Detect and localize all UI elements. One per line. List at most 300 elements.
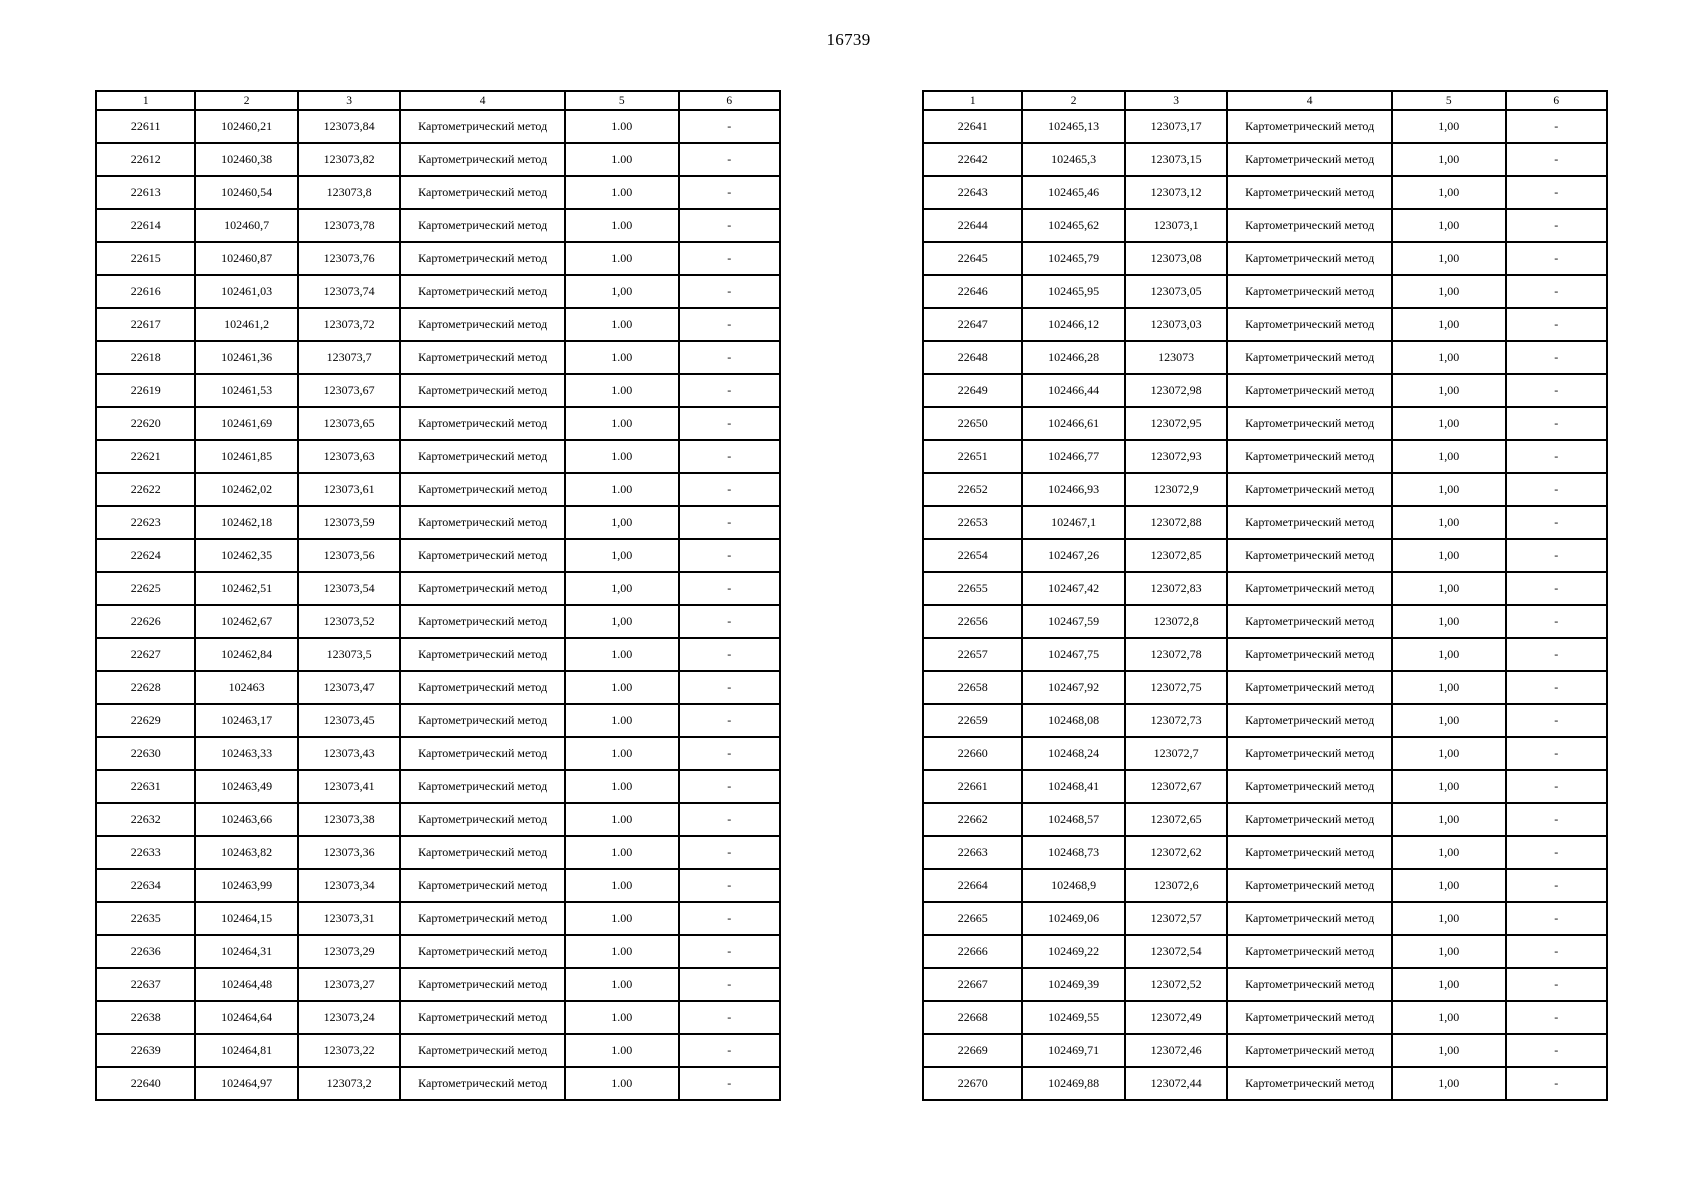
column-header-5: 5 — [565, 91, 678, 110]
table-row — [96, 638, 780, 671]
point-number-cell: 22612 — [96, 143, 195, 176]
point-number-cell: 22623 — [96, 506, 195, 539]
description-cell: - — [679, 836, 781, 869]
point-number-cell: 22655 — [923, 572, 1022, 605]
method-cell: Картометрический метод — [1227, 671, 1392, 704]
table-row — [923, 341, 1607, 374]
x-coordinate-cell: 102469,55 — [1022, 1001, 1124, 1034]
table-row — [923, 407, 1607, 440]
table-row — [923, 110, 1607, 143]
accuracy-cell: 1.00 — [565, 803, 678, 836]
table-row — [923, 539, 1607, 572]
x-coordinate-cell: 102469,22 — [1022, 935, 1124, 968]
y-coordinate-cell: 123073,05 — [1125, 275, 1227, 308]
table-row — [923, 209, 1607, 242]
point-number-cell: 22611 — [96, 110, 195, 143]
point-number-cell: 22648 — [923, 341, 1022, 374]
x-coordinate-cell: 102464,31 — [195, 935, 297, 968]
table-row — [96, 176, 780, 209]
method-cell: Картометрический метод — [1227, 737, 1392, 770]
description-cell: - — [1506, 341, 1608, 374]
description-cell: - — [679, 902, 781, 935]
y-coordinate-cell: 123072,85 — [1125, 539, 1227, 572]
description-cell: - — [679, 341, 781, 374]
description-cell: - — [679, 1034, 781, 1067]
accuracy-cell: 1.00 — [565, 176, 678, 209]
method-cell: Картометрический метод — [1227, 110, 1392, 143]
y-coordinate-cell: 123073,67 — [298, 374, 400, 407]
description-cell: - — [1506, 770, 1608, 803]
description-cell: - — [1506, 1001, 1608, 1034]
point-number-cell: 22649 — [923, 374, 1022, 407]
description-cell: - — [679, 110, 781, 143]
method-cell: Картометрический метод — [1227, 902, 1392, 935]
description-cell: - — [679, 440, 781, 473]
accuracy-cell: 1.00 — [565, 374, 678, 407]
method-cell: Картометрический метод — [400, 341, 565, 374]
accuracy-cell: 1,00 — [1392, 1034, 1505, 1067]
y-coordinate-cell: 123072,6 — [1125, 869, 1227, 902]
x-coordinate-cell: 102467,1 — [1022, 506, 1124, 539]
point-number-cell: 22661 — [923, 770, 1022, 803]
y-coordinate-cell: 123073,24 — [298, 1001, 400, 1034]
point-number-cell: 22665 — [923, 902, 1022, 935]
method-cell: Картометрический метод — [400, 803, 565, 836]
x-coordinate-cell: 102466,28 — [1022, 341, 1124, 374]
method-cell: Картометрический метод — [1227, 704, 1392, 737]
point-number-cell: 22644 — [923, 209, 1022, 242]
x-coordinate-cell: 102460,87 — [195, 242, 297, 275]
y-coordinate-cell: 123072,83 — [1125, 572, 1227, 605]
point-number-cell: 22625 — [96, 572, 195, 605]
accuracy-cell: 1,00 — [1392, 440, 1505, 473]
x-coordinate-cell: 102463,49 — [195, 770, 297, 803]
accuracy-cell: 1.00 — [565, 1067, 678, 1100]
description-cell: - — [679, 770, 781, 803]
accuracy-cell: 1,00 — [1392, 1001, 1505, 1034]
accuracy-cell: 1.00 — [565, 407, 678, 440]
method-cell: Картометрический метод — [400, 1034, 565, 1067]
x-coordinate-cell: 102468,73 — [1022, 836, 1124, 869]
x-coordinate-cell: 102469,88 — [1022, 1067, 1124, 1100]
x-coordinate-cell: 102462,67 — [195, 605, 297, 638]
accuracy-cell: 1,00 — [565, 605, 678, 638]
description-cell: - — [1506, 935, 1608, 968]
method-cell: Картометрический метод — [1227, 473, 1392, 506]
point-number-cell: 22626 — [96, 605, 195, 638]
accuracy-cell: 1,00 — [565, 275, 678, 308]
x-coordinate-cell: 102460,21 — [195, 110, 297, 143]
y-coordinate-cell: 123072,98 — [1125, 374, 1227, 407]
method-cell: Картометрический метод — [1227, 638, 1392, 671]
description-cell: - — [1506, 836, 1608, 869]
table-row — [96, 671, 780, 704]
method-cell: Картометрический метод — [1227, 275, 1392, 308]
method-cell: Картометрический метод — [400, 1067, 565, 1100]
accuracy-cell: 1,00 — [1392, 308, 1505, 341]
x-coordinate-cell: 102464,64 — [195, 1001, 297, 1034]
point-number-cell: 22620 — [96, 407, 195, 440]
table-row — [923, 770, 1607, 803]
accuracy-cell: 1,00 — [1392, 176, 1505, 209]
description-cell: - — [679, 209, 781, 242]
coordinates-table-right — [922, 90, 1608, 1101]
description-cell: - — [679, 473, 781, 506]
x-coordinate-cell: 102468,24 — [1022, 737, 1124, 770]
accuracy-cell: 1,00 — [1392, 242, 1505, 275]
x-coordinate-cell: 102463,33 — [195, 737, 297, 770]
x-coordinate-cell: 102465,79 — [1022, 242, 1124, 275]
y-coordinate-cell: 123073,43 — [298, 737, 400, 770]
accuracy-cell: 1,00 — [1392, 671, 1505, 704]
method-cell: Картометрический метод — [1227, 374, 1392, 407]
table-row — [96, 704, 780, 737]
y-coordinate-cell: 123072,44 — [1125, 1067, 1227, 1100]
x-coordinate-cell: 102461,85 — [195, 440, 297, 473]
accuracy-cell: 1,00 — [1392, 935, 1505, 968]
method-cell: Картометрический метод — [400, 176, 565, 209]
method-cell: Картометрический метод — [1227, 506, 1392, 539]
accuracy-cell: 1.00 — [565, 209, 678, 242]
accuracy-cell: 1,00 — [1392, 968, 1505, 1001]
method-cell: Картометрический метод — [1227, 341, 1392, 374]
point-number-cell: 22630 — [96, 737, 195, 770]
method-cell: Картометрический метод — [1227, 209, 1392, 242]
description-cell: - — [1506, 176, 1608, 209]
x-coordinate-cell: 102465,62 — [1022, 209, 1124, 242]
accuracy-cell: 1.00 — [565, 638, 678, 671]
method-cell: Картометрический метод — [400, 935, 565, 968]
x-coordinate-cell: 102465,13 — [1022, 110, 1124, 143]
description-cell: - — [679, 539, 781, 572]
y-coordinate-cell: 123072,67 — [1125, 770, 1227, 803]
table-row — [96, 110, 780, 143]
method-cell: Картометрический метод — [1227, 803, 1392, 836]
point-number-cell: 22656 — [923, 605, 1022, 638]
y-coordinate-cell: 123073,84 — [298, 110, 400, 143]
table-row — [923, 275, 1607, 308]
table-row — [923, 968, 1607, 1001]
x-coordinate-cell: 102463,66 — [195, 803, 297, 836]
column-header-3: 3 — [1125, 91, 1227, 110]
x-coordinate-cell: 102468,57 — [1022, 803, 1124, 836]
x-coordinate-cell: 102464,15 — [195, 902, 297, 935]
x-coordinate-cell: 102463 — [195, 671, 297, 704]
y-coordinate-cell: 123073,82 — [298, 143, 400, 176]
y-coordinate-cell: 123073,31 — [298, 902, 400, 935]
point-number-cell: 22640 — [96, 1067, 195, 1100]
table-row — [923, 1034, 1607, 1067]
table-row — [923, 902, 1607, 935]
x-coordinate-cell: 102464,48 — [195, 968, 297, 1001]
method-cell: Картометрический метод — [400, 506, 565, 539]
x-coordinate-cell: 102467,26 — [1022, 539, 1124, 572]
table-row — [96, 374, 780, 407]
description-cell: - — [1506, 704, 1608, 737]
coordinates-table-left — [95, 90, 781, 1101]
method-cell: Картометрический метод — [400, 308, 565, 341]
table-row — [923, 638, 1607, 671]
point-number-cell: 22628 — [96, 671, 195, 704]
description-cell: - — [1506, 374, 1608, 407]
x-coordinate-cell: 102463,99 — [195, 869, 297, 902]
accuracy-cell: 1.00 — [565, 671, 678, 704]
table-row — [96, 440, 780, 473]
description-cell: - — [679, 506, 781, 539]
method-cell: Картометрический метод — [400, 968, 565, 1001]
table-row — [96, 902, 780, 935]
y-coordinate-cell: 123073,63 — [298, 440, 400, 473]
description-cell: - — [1506, 869, 1608, 902]
accuracy-cell: 1,00 — [1392, 704, 1505, 737]
table-row — [923, 671, 1607, 704]
method-cell: Картометрический метод — [400, 704, 565, 737]
y-coordinate-cell: 123073,27 — [298, 968, 400, 1001]
table-row — [96, 803, 780, 836]
table-row — [923, 440, 1607, 473]
description-cell: - — [1506, 209, 1608, 242]
method-cell: Картометрический метод — [400, 869, 565, 902]
y-coordinate-cell: 123073,52 — [298, 605, 400, 638]
point-number-cell: 22651 — [923, 440, 1022, 473]
accuracy-cell: 1,00 — [1392, 407, 1505, 440]
x-coordinate-cell: 102461,36 — [195, 341, 297, 374]
x-coordinate-cell: 102467,42 — [1022, 572, 1124, 605]
column-header-5: 5 — [1392, 91, 1505, 110]
method-cell: Картометрический метод — [400, 671, 565, 704]
column-header-2: 2 — [195, 91, 297, 110]
description-cell: - — [1506, 638, 1608, 671]
x-coordinate-cell: 102462,51 — [195, 572, 297, 605]
accuracy-cell: 1.00 — [565, 143, 678, 176]
x-coordinate-cell: 102468,41 — [1022, 770, 1124, 803]
table-row — [96, 275, 780, 308]
x-coordinate-cell: 102465,3 — [1022, 143, 1124, 176]
table-row — [923, 1001, 1607, 1034]
x-coordinate-cell: 102462,84 — [195, 638, 297, 671]
table-row — [96, 1034, 780, 1067]
column-header-3: 3 — [298, 91, 400, 110]
point-number-cell: 22653 — [923, 506, 1022, 539]
method-cell: Картометрический метод — [1227, 869, 1392, 902]
description-cell: - — [679, 308, 781, 341]
point-number-cell: 22641 — [923, 110, 1022, 143]
y-coordinate-cell: 123073,08 — [1125, 242, 1227, 275]
table-row — [96, 341, 780, 374]
description-cell: - — [1506, 968, 1608, 1001]
accuracy-cell: 1,00 — [1392, 869, 1505, 902]
y-coordinate-cell: 123073,76 — [298, 242, 400, 275]
table-row — [923, 572, 1607, 605]
y-coordinate-cell: 123073,36 — [298, 836, 400, 869]
accuracy-cell: 1,00 — [1392, 473, 1505, 506]
accuracy-cell: 1,00 — [1392, 110, 1505, 143]
y-coordinate-cell: 123072,8 — [1125, 605, 1227, 638]
y-coordinate-cell: 123072,7 — [1125, 737, 1227, 770]
point-number-cell: 22615 — [96, 242, 195, 275]
method-cell: Картометрический метод — [400, 737, 565, 770]
y-coordinate-cell: 123073,34 — [298, 869, 400, 902]
accuracy-cell: 1,00 — [565, 539, 678, 572]
y-coordinate-cell: 123072,57 — [1125, 902, 1227, 935]
y-coordinate-cell: 123073,56 — [298, 539, 400, 572]
point-number-cell: 22616 — [96, 275, 195, 308]
y-coordinate-cell: 123073,22 — [298, 1034, 400, 1067]
method-cell: Картометрический метод — [1227, 1001, 1392, 1034]
point-number-cell: 22634 — [96, 869, 195, 902]
accuracy-cell: 1.00 — [565, 902, 678, 935]
x-coordinate-cell: 102468,9 — [1022, 869, 1124, 902]
table-row — [96, 1001, 780, 1034]
x-coordinate-cell: 102460,54 — [195, 176, 297, 209]
y-coordinate-cell: 123073,61 — [298, 473, 400, 506]
table-row — [923, 473, 1607, 506]
method-cell: Картометрический метод — [1227, 440, 1392, 473]
method-cell: Картометрический метод — [400, 143, 565, 176]
description-cell: - — [679, 803, 781, 836]
point-number-cell: 22669 — [923, 1034, 1022, 1067]
description-cell: - — [1506, 242, 1608, 275]
method-cell: Картометрический метод — [400, 407, 565, 440]
x-coordinate-cell: 102461,2 — [195, 308, 297, 341]
column-header-4: 4 — [400, 91, 565, 110]
point-number-cell: 22635 — [96, 902, 195, 935]
point-number-cell: 22654 — [923, 539, 1022, 572]
point-number-cell: 22638 — [96, 1001, 195, 1034]
table-row — [96, 539, 780, 572]
column-header-6: 6 — [679, 91, 781, 110]
table-row — [96, 770, 780, 803]
description-cell: - — [1506, 737, 1608, 770]
x-coordinate-cell: 102460,38 — [195, 143, 297, 176]
description-cell: - — [1506, 440, 1608, 473]
x-coordinate-cell: 102467,59 — [1022, 605, 1124, 638]
point-number-cell: 22624 — [96, 539, 195, 572]
table-row — [96, 242, 780, 275]
point-number-cell: 22614 — [96, 209, 195, 242]
point-number-cell: 22666 — [923, 935, 1022, 968]
x-coordinate-cell: 102465,46 — [1022, 176, 1124, 209]
point-number-cell: 22670 — [923, 1067, 1022, 1100]
y-coordinate-cell: 123073,15 — [1125, 143, 1227, 176]
method-cell: Картометрический метод — [1227, 242, 1392, 275]
x-coordinate-cell: 102469,39 — [1022, 968, 1124, 1001]
y-coordinate-cell: 123073,41 — [298, 770, 400, 803]
x-coordinate-cell: 102461,03 — [195, 275, 297, 308]
x-coordinate-cell: 102467,92 — [1022, 671, 1124, 704]
description-cell: - — [1506, 902, 1608, 935]
description-cell: - — [679, 275, 781, 308]
accuracy-cell: 1,00 — [1392, 539, 1505, 572]
accuracy-cell: 1,00 — [1392, 1067, 1505, 1100]
method-cell: Картометрический метод — [400, 836, 565, 869]
point-number-cell: 22613 — [96, 176, 195, 209]
y-coordinate-cell: 123073,2 — [298, 1067, 400, 1100]
y-coordinate-cell: 123073,38 — [298, 803, 400, 836]
accuracy-cell: 1.00 — [565, 1001, 678, 1034]
accuracy-cell: 1.00 — [565, 110, 678, 143]
description-cell: - — [1506, 572, 1608, 605]
point-number-cell: 22652 — [923, 473, 1022, 506]
point-number-cell: 22668 — [923, 1001, 1022, 1034]
table-header-row — [923, 91, 1607, 110]
accuracy-cell: 1,00 — [1392, 143, 1505, 176]
y-coordinate-cell: 123072,88 — [1125, 506, 1227, 539]
table-row — [96, 737, 780, 770]
point-number-cell: 22637 — [96, 968, 195, 1001]
accuracy-cell: 1,00 — [1392, 902, 1505, 935]
x-coordinate-cell: 102467,75 — [1022, 638, 1124, 671]
table-row — [96, 935, 780, 968]
method-cell: Картометрический метод — [400, 473, 565, 506]
table-row — [923, 836, 1607, 869]
table-row — [96, 836, 780, 869]
description-cell: - — [679, 242, 781, 275]
method-cell: Картометрический метод — [1227, 1034, 1392, 1067]
x-coordinate-cell: 102469,71 — [1022, 1034, 1124, 1067]
point-number-cell: 22632 — [96, 803, 195, 836]
accuracy-cell: 1.00 — [565, 968, 678, 1001]
y-coordinate-cell: 123072,49 — [1125, 1001, 1227, 1034]
method-cell: Картометрический метод — [400, 770, 565, 803]
accuracy-cell: 1,00 — [1392, 803, 1505, 836]
point-number-cell: 22659 — [923, 704, 1022, 737]
x-coordinate-cell: 102461,69 — [195, 407, 297, 440]
description-cell: - — [679, 572, 781, 605]
table-row — [96, 143, 780, 176]
method-cell: Картометрический метод — [400, 572, 565, 605]
method-cell: Картометрический метод — [1227, 836, 1392, 869]
description-cell: - — [679, 968, 781, 1001]
x-coordinate-cell: 102463,82 — [195, 836, 297, 869]
method-cell: Картометрический метод — [1227, 143, 1392, 176]
method-cell: Картометрический метод — [400, 902, 565, 935]
y-coordinate-cell: 123073,72 — [298, 308, 400, 341]
method-cell: Картометрический метод — [400, 440, 565, 473]
point-number-cell: 22646 — [923, 275, 1022, 308]
y-coordinate-cell: 123072,52 — [1125, 968, 1227, 1001]
description-cell: - — [679, 1001, 781, 1034]
y-coordinate-cell: 123072,75 — [1125, 671, 1227, 704]
table-row — [923, 704, 1607, 737]
accuracy-cell: 1.00 — [565, 341, 678, 374]
table-row — [96, 605, 780, 638]
description-cell: - — [1506, 110, 1608, 143]
description-cell: - — [679, 935, 781, 968]
x-coordinate-cell: 102466,77 — [1022, 440, 1124, 473]
method-cell: Картометрический метод — [1227, 407, 1392, 440]
description-cell: - — [679, 671, 781, 704]
point-number-cell: 22639 — [96, 1034, 195, 1067]
y-coordinate-cell: 123073,29 — [298, 935, 400, 968]
accuracy-cell: 1,00 — [1392, 572, 1505, 605]
method-cell: Картометрический метод — [1227, 770, 1392, 803]
table-row — [96, 209, 780, 242]
page-number: 16739 — [826, 30, 871, 49]
point-number-cell: 22647 — [923, 308, 1022, 341]
point-number-cell: 22663 — [923, 836, 1022, 869]
table-row — [923, 143, 1607, 176]
accuracy-cell: 1.00 — [565, 1034, 678, 1067]
accuracy-cell: 1,00 — [1392, 374, 1505, 407]
description-cell: - — [679, 869, 781, 902]
method-cell: Картометрический метод — [400, 110, 565, 143]
description-cell: - — [1506, 308, 1608, 341]
column-header-6: 6 — [1506, 91, 1608, 110]
column-header-1: 1 — [923, 91, 1022, 110]
point-number-cell: 22642 — [923, 143, 1022, 176]
column-header-4: 4 — [1227, 91, 1392, 110]
